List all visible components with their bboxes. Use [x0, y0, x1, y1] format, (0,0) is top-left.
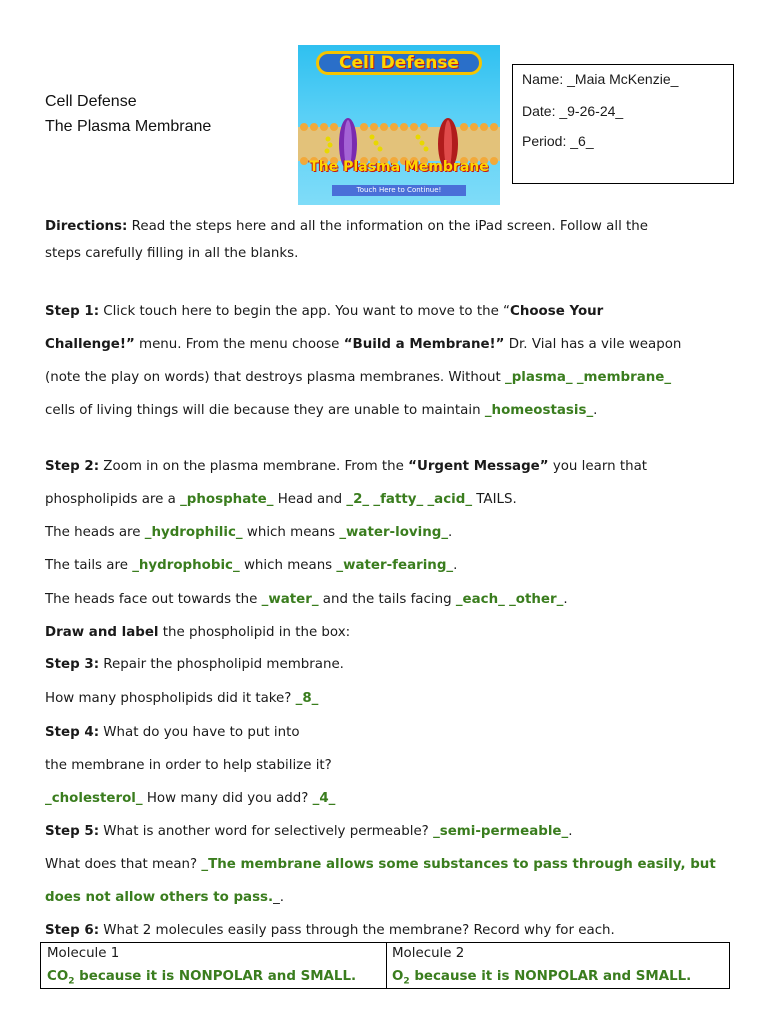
- step4-line-2: the membrane in order to help stabilize it?: [45, 758, 332, 773]
- step4-label: Step 4:: [45, 725, 100, 740]
- answer: _hydrophilic_: [144, 525, 243, 540]
- step1-label: Step 1:: [45, 304, 100, 319]
- molecule-2-header: Molecule 2: [392, 946, 465, 961]
- step5-text: What is another word for selectively permeable?: [99, 824, 434, 839]
- period-field: Period: _6_: [522, 133, 594, 149]
- directions-text: Read the steps here and all the information on the iPad screen. Follow all the: [127, 219, 649, 234]
- step2-text: .: [453, 558, 458, 573]
- step6-label: Step 6:: [45, 923, 100, 938]
- answer: _water-loving_: [339, 525, 449, 540]
- step5-text: What does that mean?: [45, 857, 202, 872]
- step2-line-6: [45, 625, 350, 640]
- answer: _each_: [455, 592, 505, 607]
- step2-bold: Draw and label: [45, 625, 159, 640]
- answer: _homeostasis_: [484, 403, 594, 418]
- step3-label: Step 3:: [45, 657, 100, 672]
- step2-text: The heads are: [45, 525, 145, 540]
- step1-text: Click touch here to begin the app. You want to move to the “: [99, 304, 510, 319]
- step2-text: you learn that: [548, 459, 648, 474]
- step4-line-1: [45, 725, 300, 740]
- table-divider: [386, 943, 387, 988]
- directions-line-2: steps carefully filling in all the blanks.: [45, 246, 299, 261]
- step2-line-2: [45, 492, 517, 507]
- answer: _water_: [261, 592, 319, 607]
- banner-title: Cell Defense: [316, 51, 482, 75]
- answer: _other_: [509, 592, 564, 607]
- step2-text: TAILS.: [472, 492, 517, 507]
- step5-line-1: [45, 824, 572, 839]
- app-banner-image: [298, 45, 500, 205]
- step2-text: .: [563, 592, 568, 607]
- answer: _fatty_: [373, 492, 424, 507]
- step2-text: which means: [239, 558, 337, 573]
- step2-text: The tails are: [45, 558, 133, 573]
- step1-line-1: [45, 304, 603, 319]
- answer: _semi-permeable_: [433, 824, 569, 839]
- step2-text: and the tails facing: [318, 592, 456, 607]
- step5-text: _.: [273, 890, 285, 905]
- molecule-formula: CO: [47, 969, 69, 984]
- answer: _2_: [346, 492, 370, 507]
- step1-bold: Choose Your: [510, 304, 604, 319]
- step5-label: Step 5:: [45, 824, 100, 839]
- step2-line-4: [45, 558, 457, 573]
- step2-text: phospholipids are a: [45, 492, 181, 507]
- banner-subtitle: The Plasma Membrane: [309, 159, 489, 175]
- worksheet-subtitle: The Plasma Membrane: [45, 118, 212, 135]
- step1-text: cells of living things will die because they are unable to maintain: [45, 403, 485, 418]
- step6-line-1: [45, 923, 615, 938]
- answer: _8_: [295, 691, 319, 706]
- answer: _4_: [312, 791, 336, 806]
- answer: does not allow others to pass.: [45, 890, 274, 905]
- step2-text: the phospholipid in the box:: [158, 625, 351, 640]
- answer: _plasma_: [505, 370, 573, 385]
- step4-line-3: [45, 791, 335, 806]
- answer: _water-fearing_: [336, 558, 454, 573]
- answer: _acid_: [427, 492, 473, 507]
- step1-bold: “Build a Membrane!”: [343, 337, 505, 352]
- molecule-subscript: 2: [403, 976, 410, 987]
- student-info-box: [512, 64, 734, 184]
- molecule-subscript: 2: [68, 976, 75, 987]
- step2-text: .: [448, 525, 453, 540]
- worksheet-title: Cell Defense: [45, 93, 137, 110]
- answer: _hydrophobic_: [132, 558, 240, 573]
- step2-text: The heads face out towards the: [45, 592, 262, 607]
- step1-text: (note the play on words) that destroys plasma membranes. Without: [45, 370, 506, 385]
- step2-text: Head and: [273, 492, 347, 507]
- step4-text: How many did you add?: [142, 791, 313, 806]
- step2-text: Zoom in on the plasma membrane. From the: [99, 459, 409, 474]
- step3-line-2: [45, 691, 318, 706]
- step5-text: .: [568, 824, 573, 839]
- step1-bold: Challenge!”: [45, 337, 135, 352]
- step5-line-2: [45, 857, 716, 872]
- step1-line-3: [45, 370, 671, 385]
- step1-line-2: [45, 337, 681, 352]
- molecule-1-header: Molecule 1: [47, 946, 120, 961]
- step5-line-3: [45, 890, 284, 905]
- answer: _The membrane allows some substances to pass through easily, but: [201, 857, 716, 872]
- molecule-table: [40, 942, 730, 989]
- step2-line-1: [45, 459, 647, 474]
- step2-bold: “Urgent Message”: [408, 459, 549, 474]
- step1-text: .: [593, 403, 598, 418]
- step6-text: What 2 molecules easily pass through the membrane? Record why for each.: [99, 923, 615, 938]
- molecule-reason: because it is NONPOLAR and SMALL.: [74, 969, 357, 984]
- molecule-2-answer: [392, 969, 691, 987]
- step4-text: What do you have to put into: [99, 725, 300, 740]
- directions-label: Directions:: [45, 219, 128, 234]
- answer: _cholesterol_: [45, 791, 143, 806]
- molecule-reason: because it is NONPOLAR and SMALL.: [409, 969, 692, 984]
- step2-line-3: [45, 525, 452, 540]
- answer: _phosphate_: [180, 492, 274, 507]
- step1-text: menu. From the menu choose: [134, 337, 344, 352]
- step2-line-5: [45, 592, 568, 607]
- answer: _membrane_: [576, 370, 672, 385]
- step1-text: Dr. Vial has a vile weapon: [504, 337, 682, 352]
- molecule-formula: O: [392, 969, 404, 984]
- step3-line-1: [45, 657, 344, 672]
- step2-label: Step 2:: [45, 459, 100, 474]
- step1-line-4: [45, 403, 597, 418]
- name-field: Name: _Maia McKenzie_: [522, 71, 679, 87]
- step3-text: How many phospholipids did it take?: [45, 691, 296, 706]
- directions-line-1: [45, 219, 648, 234]
- date-field: Date: _9-26-24_: [522, 103, 624, 119]
- step3-text: Repair the phospholipid membrane.: [99, 657, 344, 672]
- step2-text: which means: [242, 525, 340, 540]
- molecule-1-answer: [47, 969, 356, 987]
- continue-button[interactable]: Touch Here to Continue!: [332, 185, 466, 196]
